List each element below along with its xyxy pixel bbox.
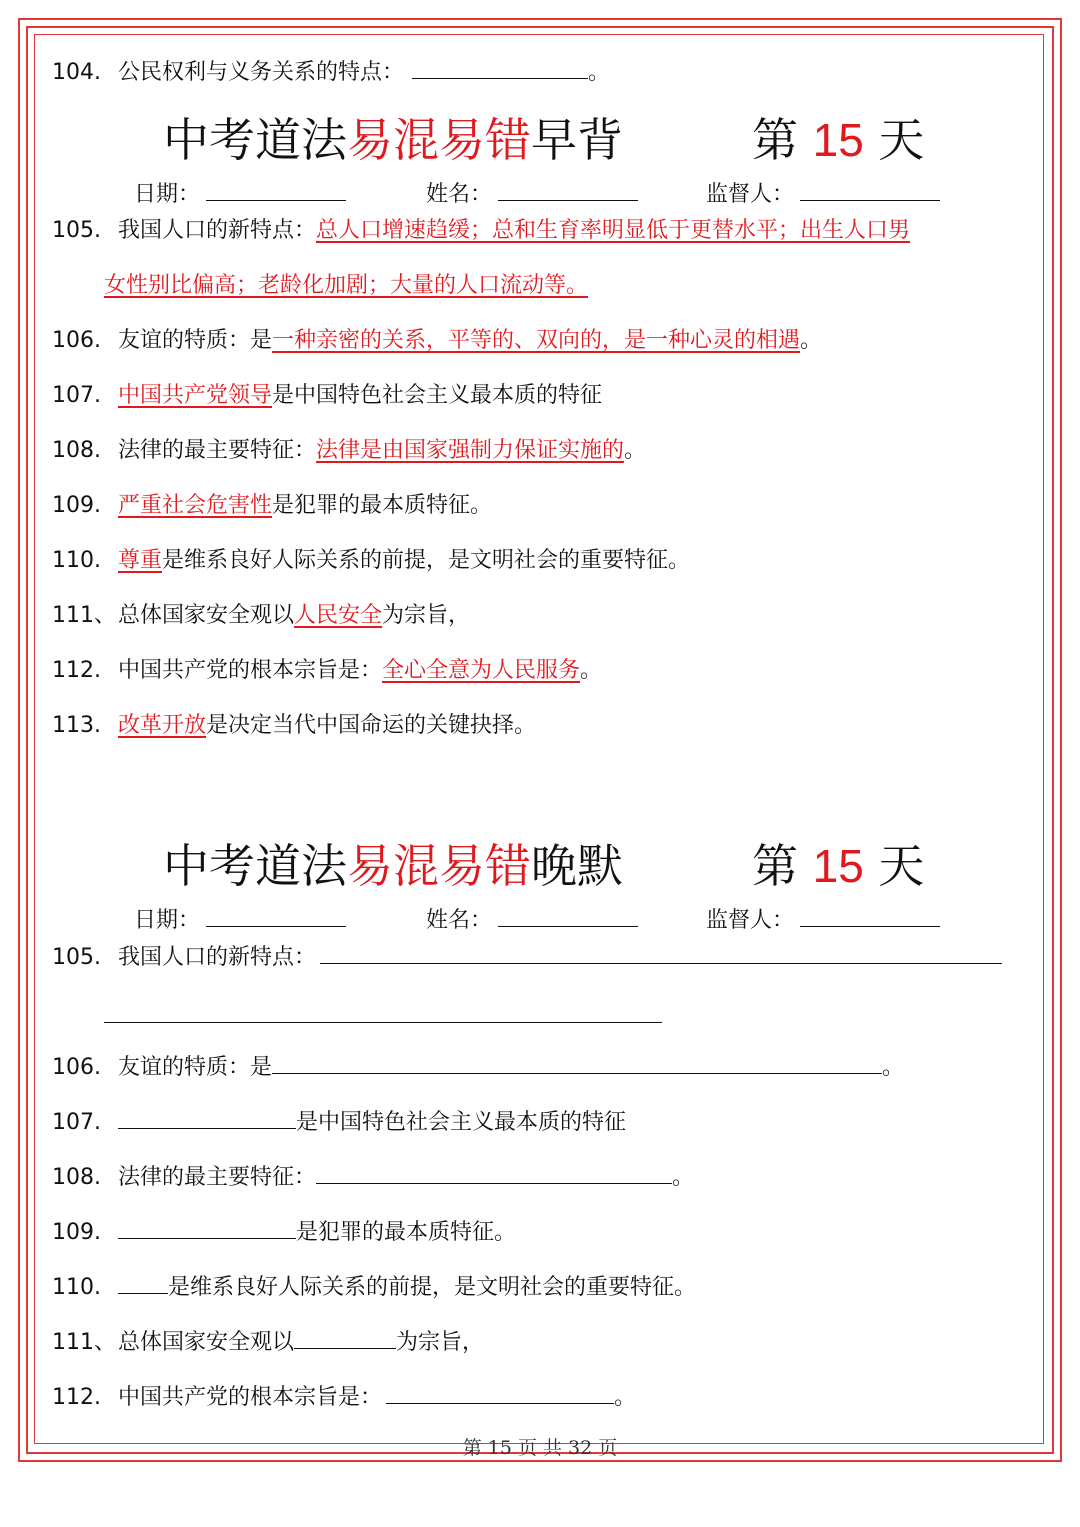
evening-item-112	[52, 1381, 636, 1413]
morning-item-106	[52, 326, 822, 356]
name-field[interactable]	[426, 178, 638, 210]
item-number: 108.	[52, 438, 101, 463]
evening-item-111	[52, 1326, 484, 1358]
item-text-after: 。	[624, 438, 647, 463]
name-field[interactable]	[426, 904, 638, 936]
day-suffix: 天	[878, 113, 925, 167]
item-text: 法律的最主要特征：	[118, 1165, 317, 1190]
item-number: 110.	[52, 1275, 101, 1300]
name-label: 姓名：	[426, 908, 493, 933]
item-text: 我国人口的新特点：	[118, 945, 317, 970]
item-text: 我国人口的新特点：	[118, 218, 317, 243]
morning-item-113	[52, 711, 536, 741]
item-text-after: 是维系良好人际关系的前提，是文明社会的重要特征。	[162, 548, 691, 573]
item-text-after: 是中国特色社会主义最本质的特征	[296, 1110, 627, 1135]
answer-text: 严重社会危害性	[118, 493, 273, 518]
answer-blank[interactable]	[118, 1271, 168, 1294]
title-highlight: 易混易错	[347, 113, 531, 167]
evening-item-106	[52, 1051, 904, 1083]
item-text: 公民权利与义务关系的特点：	[118, 60, 405, 85]
morning-item-112	[52, 656, 602, 686]
date-label: 日期：	[134, 182, 201, 207]
item-text: 总体国家安全观以	[118, 1330, 295, 1355]
item-text-after: 是犯罪的最本质特征。	[272, 493, 493, 518]
supervisor-label: 监督人：	[706, 908, 795, 933]
day-number: 15	[812, 840, 864, 892]
item-number: 112.	[52, 658, 101, 683]
item-text-after: 。	[800, 328, 823, 353]
item-text-after: 为宗旨，	[396, 1330, 485, 1355]
date-field[interactable]	[134, 178, 346, 210]
item-text-after: 。	[614, 1385, 637, 1410]
date-blank[interactable]	[206, 178, 346, 201]
date-blank[interactable]	[206, 904, 346, 927]
item-number: 105.	[52, 218, 101, 243]
item-text-after: 是中国特色社会主义最本质的特征	[272, 383, 603, 408]
item-number: 112.	[52, 1385, 101, 1410]
item-number: 105.	[52, 945, 101, 970]
page-footer: 第 15 页 共 32 页	[462, 1437, 618, 1459]
answer-text: 尊重	[118, 548, 163, 573]
morning-item-107	[52, 381, 602, 411]
day-suffix: 天	[878, 839, 925, 893]
answer-text: 一种亲密的关系，平等的、双向的，是一种心灵的相遇	[272, 328, 801, 353]
supervisor-label: 监督人：	[706, 182, 795, 207]
date-label: 日期：	[134, 908, 201, 933]
answer-blank[interactable]	[118, 1106, 296, 1129]
morning-item-111	[52, 601, 470, 631]
answer-text: 改革开放	[118, 713, 207, 738]
item-104	[52, 56, 610, 88]
name-label: 姓名：	[426, 182, 493, 207]
title-highlight: 易混易错	[347, 839, 531, 893]
item-number: 107.	[52, 383, 101, 408]
title-main: 中考道法	[163, 113, 347, 167]
supervisor-blank[interactable]	[800, 904, 940, 927]
date-field[interactable]	[134, 904, 346, 936]
item-text-after: 是犯罪的最本质特征。	[296, 1220, 517, 1245]
item-text-after: 。	[672, 1165, 695, 1190]
item-number: 104.	[52, 60, 101, 85]
morning-item-108	[52, 436, 646, 466]
item-text-after: 为宗旨，	[382, 603, 471, 628]
title-suffix: 早背	[531, 113, 623, 167]
title-main: 中考道法	[163, 839, 347, 893]
item-text: 友谊的特质：是	[118, 1055, 273, 1080]
title-suffix: 晚默	[531, 839, 623, 893]
day-prefix: 第	[752, 839, 798, 893]
item-number: 106.	[52, 328, 101, 353]
answer-blank[interactable]	[294, 1326, 396, 1349]
item-text: 法律的最主要特征：	[118, 438, 317, 463]
evening-item-107	[52, 1106, 626, 1138]
item-number: 113.	[52, 713, 101, 738]
item-text: 总体国家安全观以	[118, 603, 295, 628]
item-number: 111、	[52, 1330, 116, 1355]
item-end: 。	[588, 60, 611, 85]
item-number: 108.	[52, 1165, 101, 1190]
item-text-after: 。	[580, 658, 603, 683]
item-number: 106.	[52, 1055, 101, 1080]
name-blank[interactable]	[498, 178, 638, 201]
answer-blank[interactable]	[412, 56, 588, 79]
answer-blank[interactable]	[118, 1216, 296, 1239]
morning-item-105-cont	[104, 271, 588, 301]
answer-text: 人民安全	[294, 603, 383, 628]
morning-item-110	[52, 546, 690, 576]
morning-item-109	[52, 491, 492, 521]
morning-item-105	[52, 216, 910, 246]
answer-text: 法律是由国家强制力保证实施的	[316, 438, 625, 463]
item-text: 中国共产党的根本宗旨是：	[118, 658, 383, 683]
item-number: 109.	[52, 493, 101, 518]
item-number: 110.	[52, 548, 101, 573]
supervisor-blank[interactable]	[800, 178, 940, 201]
item-text: 中国共产党的根本宗旨是：	[118, 1385, 383, 1410]
answer-blank[interactable]	[386, 1381, 614, 1404]
item-text-after: 是决定当代中国命运的关键抉择。	[206, 713, 537, 738]
answer-blank[interactable]	[320, 941, 1002, 964]
answer-text: 女性别比偏高；老龄化加剧；大量的人口流动等。	[104, 273, 589, 298]
item-text-after: 。	[882, 1055, 905, 1080]
supervisor-field[interactable]	[706, 178, 940, 210]
evening-item-110	[52, 1271, 696, 1303]
evening-item-109	[52, 1216, 516, 1248]
item-number: 107.	[52, 1110, 101, 1135]
item-number: 111、	[52, 603, 116, 628]
item-text-after: 是维系良好人际关系的前提，是文明社会的重要特征。	[168, 1275, 697, 1300]
answer-text: 总人口增速趋缓；总和生育率明显低于更替水平；出生人口男	[316, 218, 911, 243]
item-number: 109.	[52, 1220, 101, 1245]
day-number: 15	[812, 114, 864, 166]
name-blank[interactable]	[498, 904, 638, 927]
supervisor-field[interactable]	[706, 904, 940, 936]
evening-item-105	[52, 941, 1002, 973]
answer-text: 全心全意为人民服务	[382, 658, 581, 683]
answer-text: 中国共产党领导	[118, 383, 273, 408]
day-prefix: 第	[752, 113, 798, 167]
item-text: 友谊的特质：是	[118, 328, 273, 353]
answer-blank-cont[interactable]	[104, 1022, 662, 1023]
answer-blank[interactable]	[316, 1161, 672, 1184]
evening-item-108	[52, 1161, 694, 1193]
answer-blank[interactable]	[272, 1051, 882, 1074]
